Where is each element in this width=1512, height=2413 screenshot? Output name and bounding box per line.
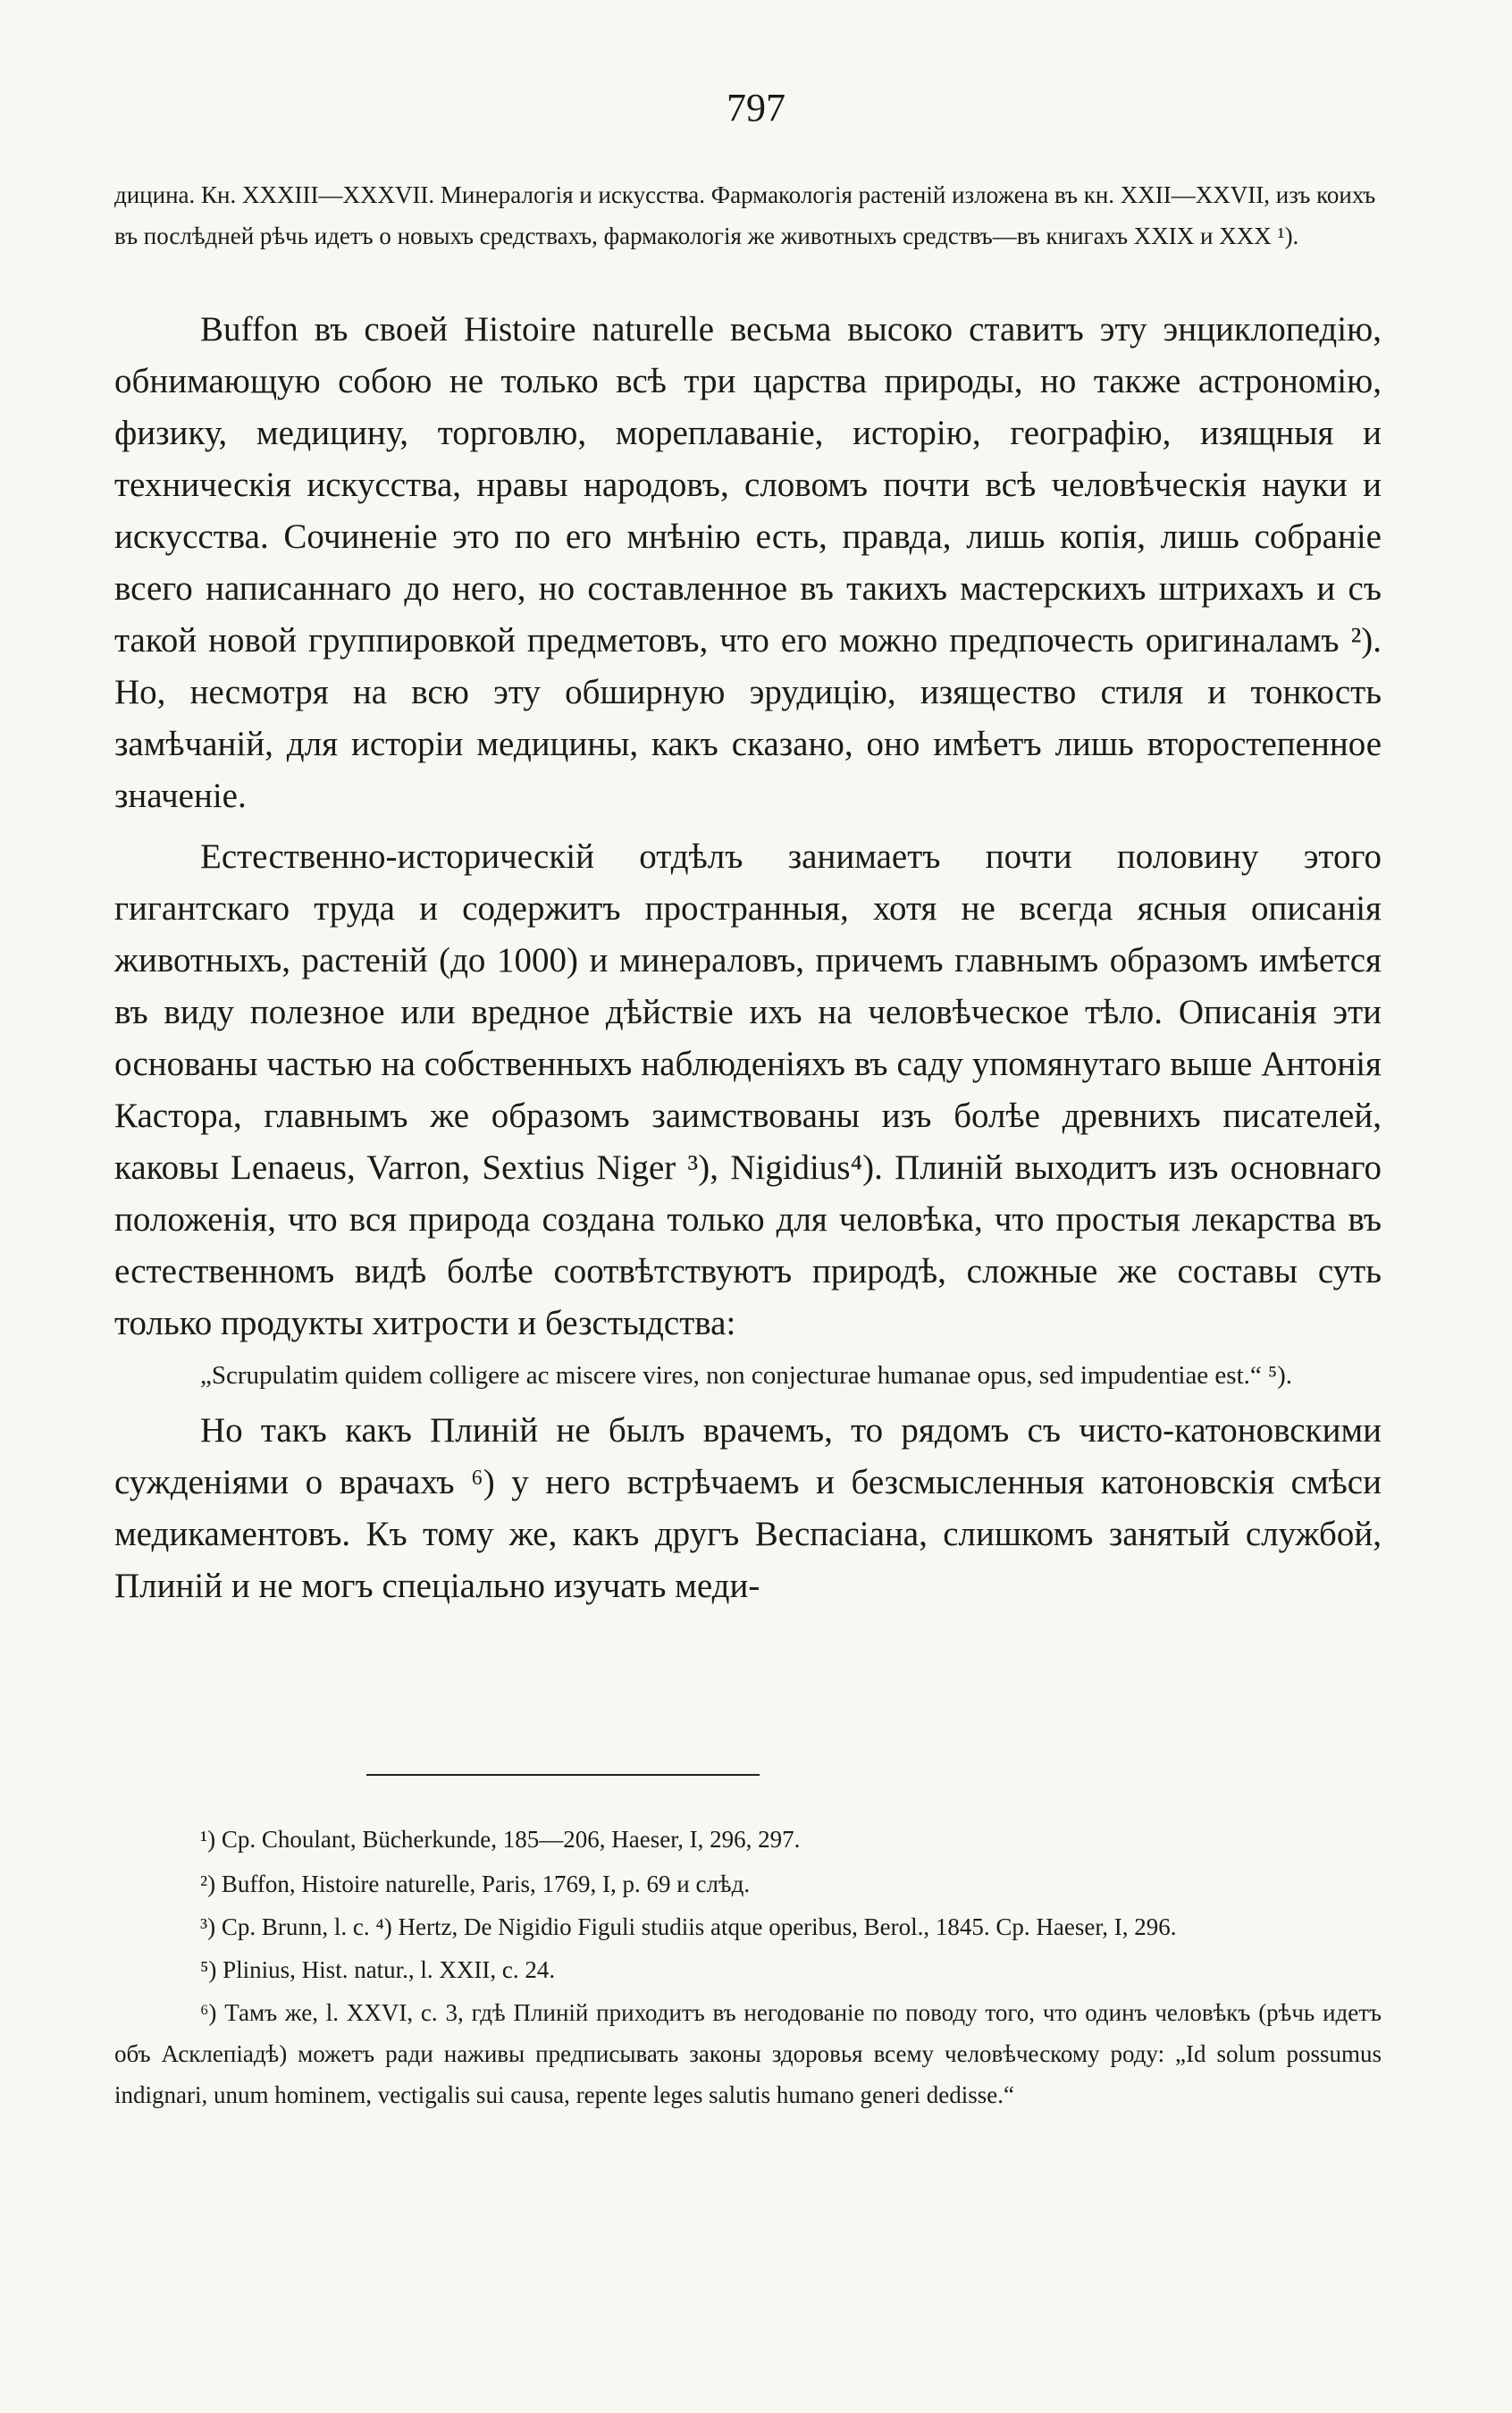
footnote-2: ²) Buffon, Histoire naturelle, Paris, 1769, I, p. 69 и слѣд.	[200, 1871, 751, 1897]
footnotes	[114, 1817, 1382, 2115]
footnote-1: ¹) Cp. Choulant, Bücherkunde, 185—206, Haeser, I, 296, 297.	[200, 1826, 801, 1853]
latin-quote: „Scrupulatim quidem colligere ac miscere vires, non conjecturae humanae opus, sed impudentiae est.“ ⁵).	[200, 1361, 1293, 1390]
paragraph-buffon: Buffon въ своей Histoire naturelle весьма высоко ставитъ эту энциклопедію, обнимающую собою не только всѣ три царства природы, но также астрономію, физику, медицину, торговлю, мореплаваніе, исторію, географію, изящныя и техническія искусства, нравы народовъ, словомъ почти всѣ человѣческія науки и искусства. Сочиненіе это по его мнѣнію есть, правда, лишь копія, лишь собраніе всего написаннаго до него, но составленное въ такихъ мастерскихъ штрихахъ и съ такой новой группировкой предметовъ, что его можно предпочесть оригиналамъ ²). Но, несмотря на всю эту обширную эрудицію, изящество стиля и тонкость замѣчаній, для исторіи медицины, какъ сказано, оно имѣетъ лишь второстепенное значеніе.	[114, 310, 1382, 815]
footnote-5: ⁵) Plinius, Hist. natur., l. XXII, c. 24.	[200, 1956, 556, 1983]
paragraph-pliny: Но такъ какъ Плиній не былъ врачемъ, то рядомъ съ чисто-катоновскими сужденіями о врачахъ ⁶) у него встрѣчаемъ и безсмысленныя катоновскія смѣси медикаментовъ. Къ тому же, какъ другъ Веспасіана, слишкомъ занятый службой, Плиній и не могъ спеціально изучать меди-	[114, 1411, 1382, 1605]
continuation-text: дицина. Кн. XXXIII—XXXVII. Минералогія и искусства. Фармакологія растеній изложена въ кн. XXII—XXVII, изъ коихъ въ послѣдней рѣчь идетъ о новыхъ средствахъ, фармакологія же животныхъ средствъ—въ книгахъ XXIX и XXX ¹).	[114, 181, 1376, 249]
footnote-3-4: ³) Cp. Brunn, l. c. ⁴) Hertz, De Nigidio Figuli studiis atque operibus, Berol., 1845. Cp. Haeser, I, 296.	[200, 1913, 1177, 1940]
page-number: 797	[727, 86, 785, 130]
main-text	[114, 304, 1382, 1612]
footnote-divider	[366, 1774, 760, 1776]
footnote-6: ⁶) Тамъ же, l. XXVI, c. 3, гдѣ Плиній приходитъ въ негодованіе по поводу того, что одинъ человѣкъ (рѣчь идетъ объ Асклепіадѣ) можетъ ради наживы предписывать законы здоровья всему человѣческому роду: „Id solum possumus indignari, unum hominem, vectigalis sui causa, repente leges salutis humano generi dedisse.“	[114, 1999, 1382, 2108]
paragraph-natural-history: Естественно-историческій отдѣлъ занимаетъ почти половину этого гигантскаго труда и содержитъ пространныя, хотя не всегда ясныя описанія животныхъ, растеній (до 1000) и минераловъ, причемъ главнымъ образомъ имѣется въ виду полезное или вредное дѣйствіе ихъ на человѣческое тѣло. Описанія эти основаны частью на собственныхъ наблюденіяхъ въ саду упомянутаго выше Антонія Кастора, главнымъ же образомъ заимствованы изъ болѣе древнихъ писателей, каковы Lenaeus, Varron, Sextius Niger ³), Nigidius⁴). Плиній выходитъ изъ основнаго положенія, что вся природа создана только для человѣка, что простыя лекарства въ естественномъ видѣ болѣе соотвѣтствуютъ природѣ, сложные же составы суть только продукты хитрости и безстыдства:	[114, 837, 1382, 1342]
